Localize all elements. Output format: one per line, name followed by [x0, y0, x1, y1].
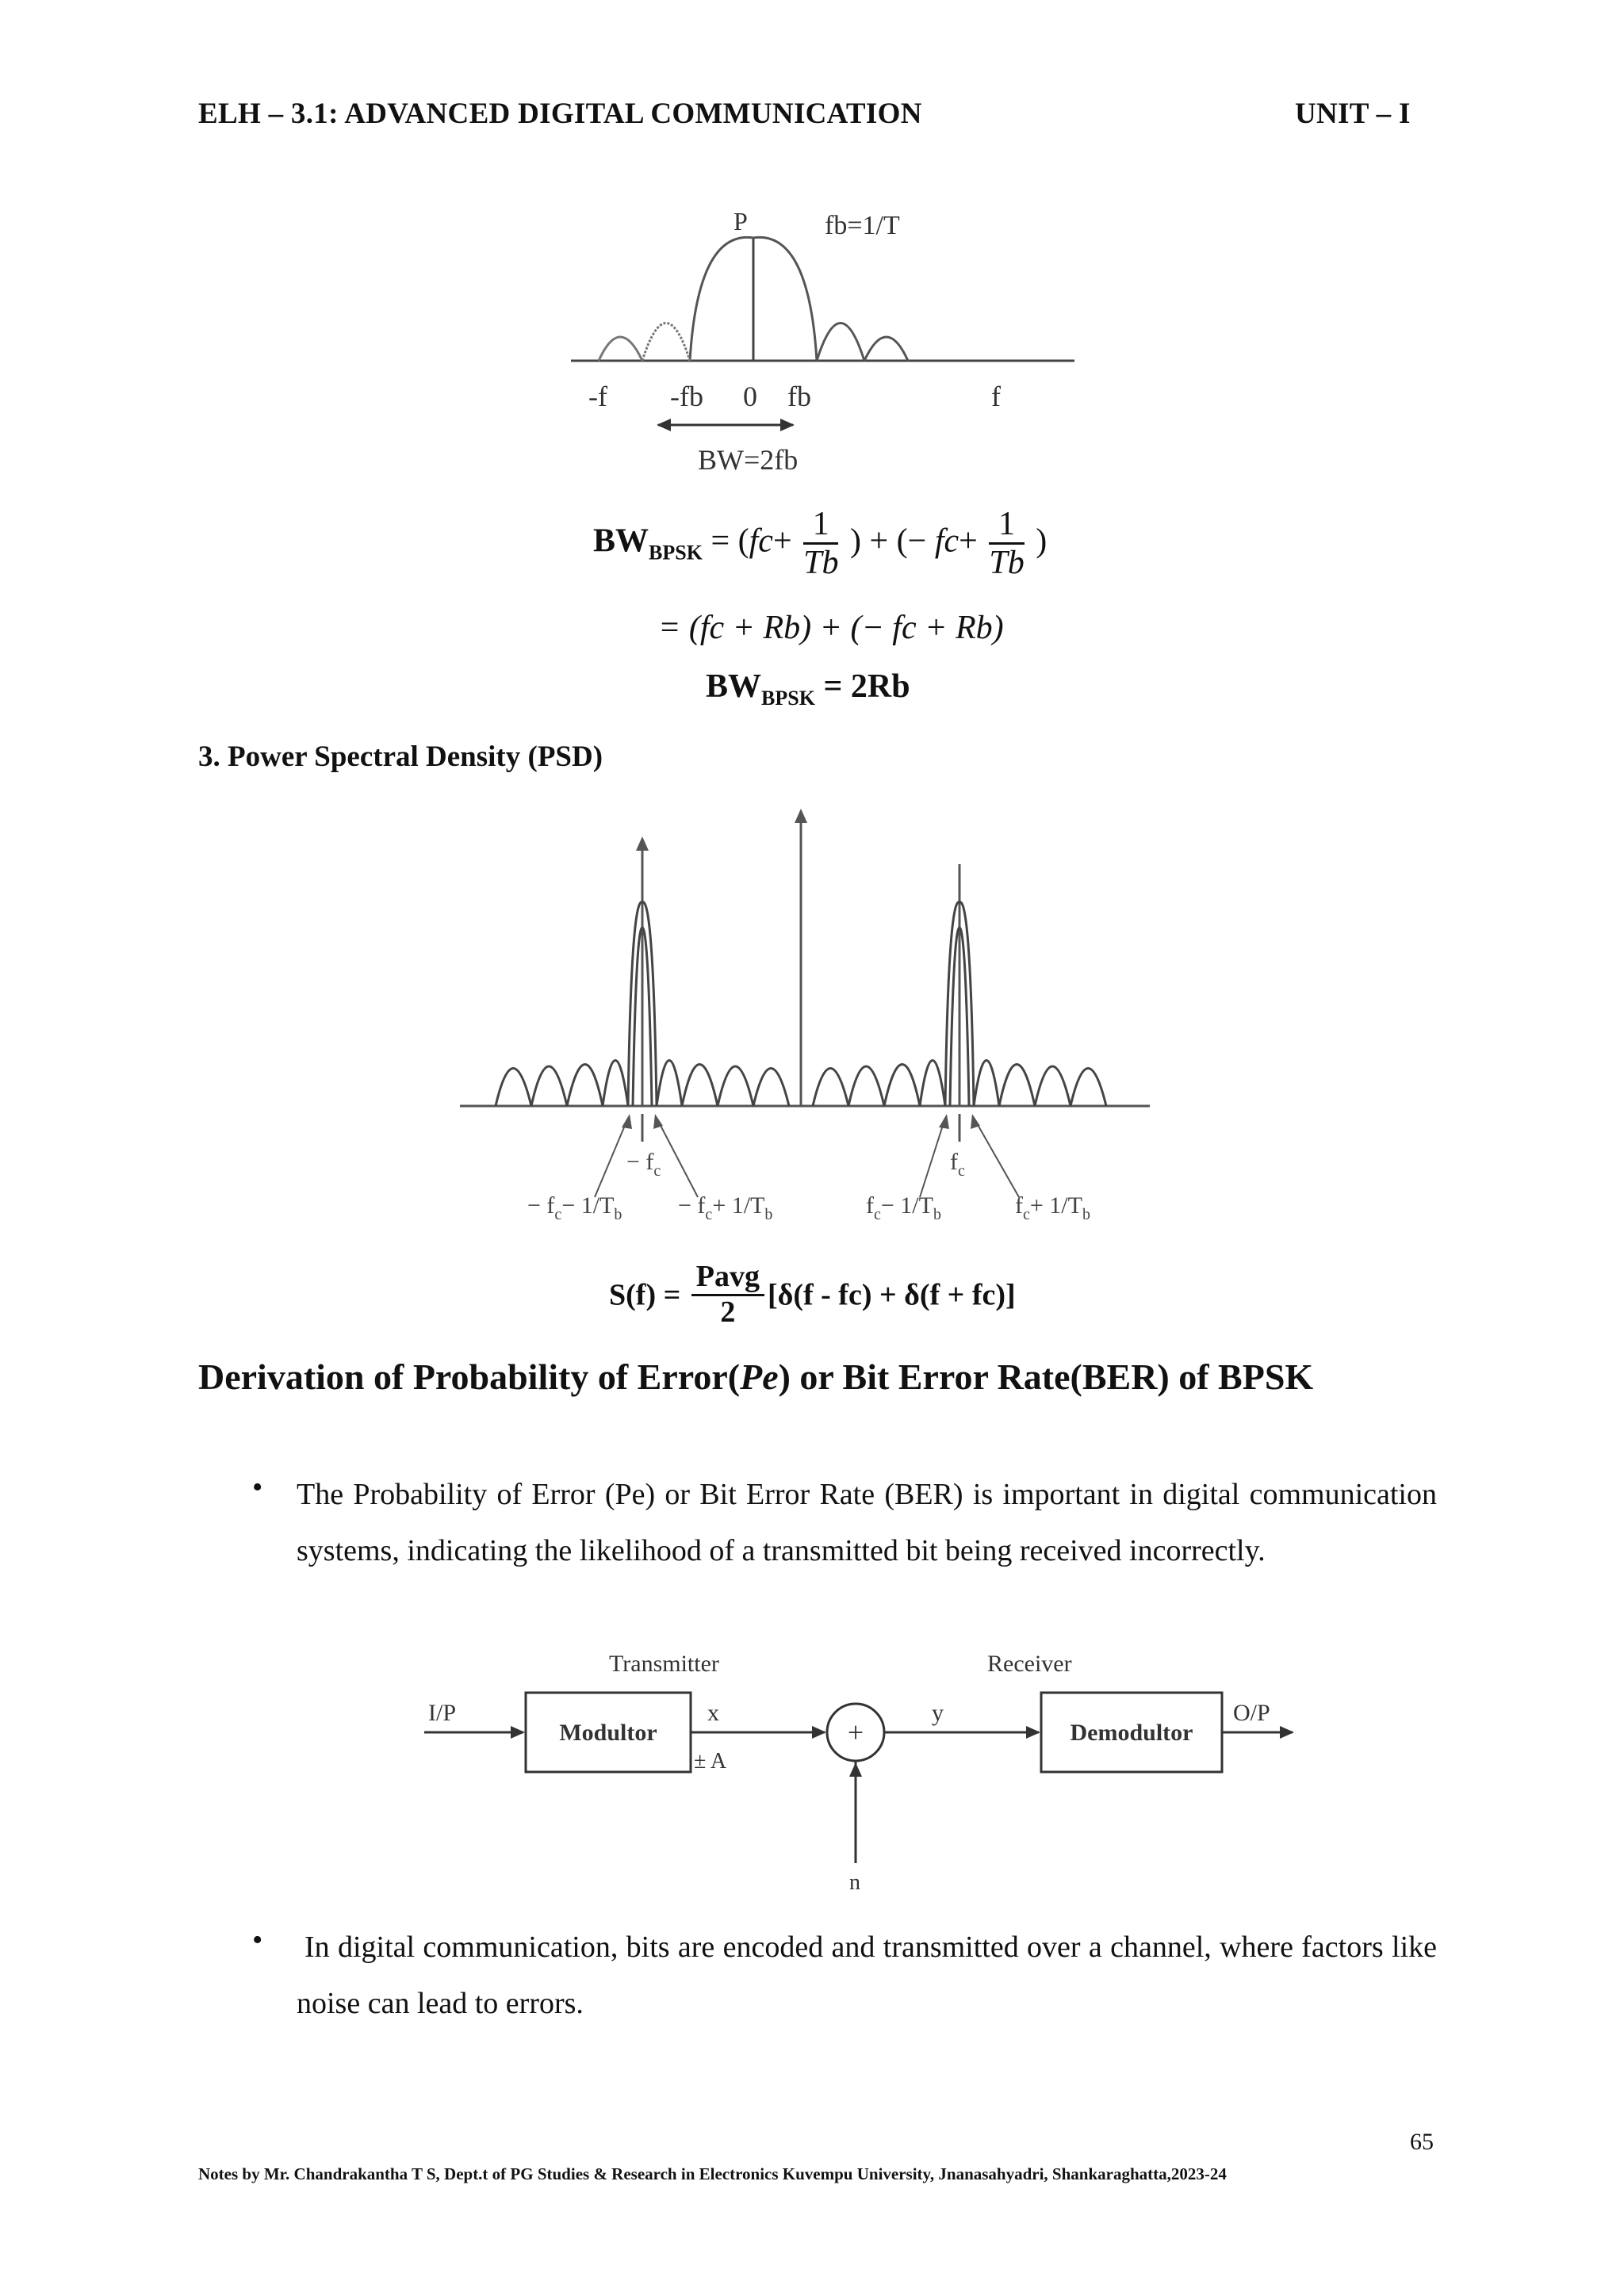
- axis-label-f: f: [991, 381, 1001, 412]
- page-number: 65: [1410, 2129, 1434, 2155]
- peak-label: P: [733, 207, 748, 235]
- footer-notes: Notes by Mr. Chandrakantha T S, Dept.t of PG Studies & Research in Electronics Kuvempu University, Jnanasahyadri, Shankaraghatta,2023-24: [198, 2164, 1227, 2183]
- demodulator-block: Demodultor: [1070, 1720, 1193, 1746]
- bullet-text-1: The Probability of Error (Pe) or Bit Error Rate (BER) is important in digital communication systems, indicating the likelihood of a transmitted bit being received incorrectly.: [297, 1478, 1437, 1567]
- bw-equation-line2: = (fc + Rb) + (− fc + Rb): [658, 610, 1004, 646]
- receiver-label: Receiver: [987, 1651, 1072, 1677]
- y-label: y: [932, 1700, 944, 1726]
- fb-definition: fb=1/T: [825, 211, 900, 240]
- axis-label-zero: 0: [743, 381, 757, 412]
- bw-equation-line3: $BW_{BPSK} = 2Rb$: [706, 668, 910, 710]
- adder-symbol: +: [847, 1716, 864, 1748]
- bullet-text-2: In digital communication, bits are encoded and transmitted over a channel, where factors like noise can lead to errors.: [297, 1931, 1437, 2020]
- document-header-title: ELH – 3.1: ADVANCED DIGITAL COMMUNICATION: [198, 98, 922, 130]
- psd-section-title: 3. Power Spectral Density (PSD): [198, 740, 603, 773]
- derivation-heading: Derivation of Probability of Error(Pe) or Bit Error Rate(BER) of BPSK: [198, 1357, 1314, 1397]
- bw-equation-line1: $BW_{BPSK} = (fc+$ $\frac{1}{Tb}$ ) + (− fc+ $\frac{1}{Tb}$ ): [593, 506, 1048, 582]
- label-fc-minus: $f_c- 1/T_b$: [866, 1192, 941, 1221]
- bw-label: BW=2fb: [698, 444, 799, 476]
- input-label: I/P: [428, 1700, 457, 1726]
- axis-label-neg-fb: -fb: [670, 381, 703, 412]
- label-neg-fc: − $f_c$: [626, 1149, 661, 1180]
- document-header-unit: UNIT – I: [1295, 98, 1411, 130]
- bullet-dot-1: •: [252, 1471, 263, 1504]
- modulator-block: Modultor: [559, 1720, 657, 1746]
- bullet-dot-2: •: [252, 1923, 263, 1957]
- pm-a-label: ± A: [694, 1749, 727, 1774]
- label-fc-plus: $f_c+ 1/T_b$: [1015, 1192, 1090, 1221]
- axis-label-fb: fb: [787, 381, 811, 412]
- label-neg-fc-minus: − $f_c- 1/T_b$: [527, 1192, 622, 1221]
- bpsk-bandwidth-figure: [555, 198, 1094, 484]
- psd-formula: S(f) = $\frac{\text{Pavg}}{2}$ [δ(f - fc) + δ(f + fc)]: [609, 1260, 1016, 1329]
- bpsk-system-block-diagram: [420, 1641, 1300, 1903]
- output-label: O/P: [1233, 1700, 1270, 1726]
- axis-label-neg-f: -f: [588, 381, 607, 412]
- transmitter-label: Transmitter: [609, 1651, 719, 1677]
- label-fc: $f_c$: [950, 1149, 965, 1180]
- noise-label: n: [849, 1870, 860, 1895]
- label-neg-fc-plus: − $f_c+ 1/T_b$: [678, 1192, 773, 1221]
- psd-spectrum-figure: [452, 801, 1166, 1221]
- x-label: x: [707, 1700, 719, 1726]
